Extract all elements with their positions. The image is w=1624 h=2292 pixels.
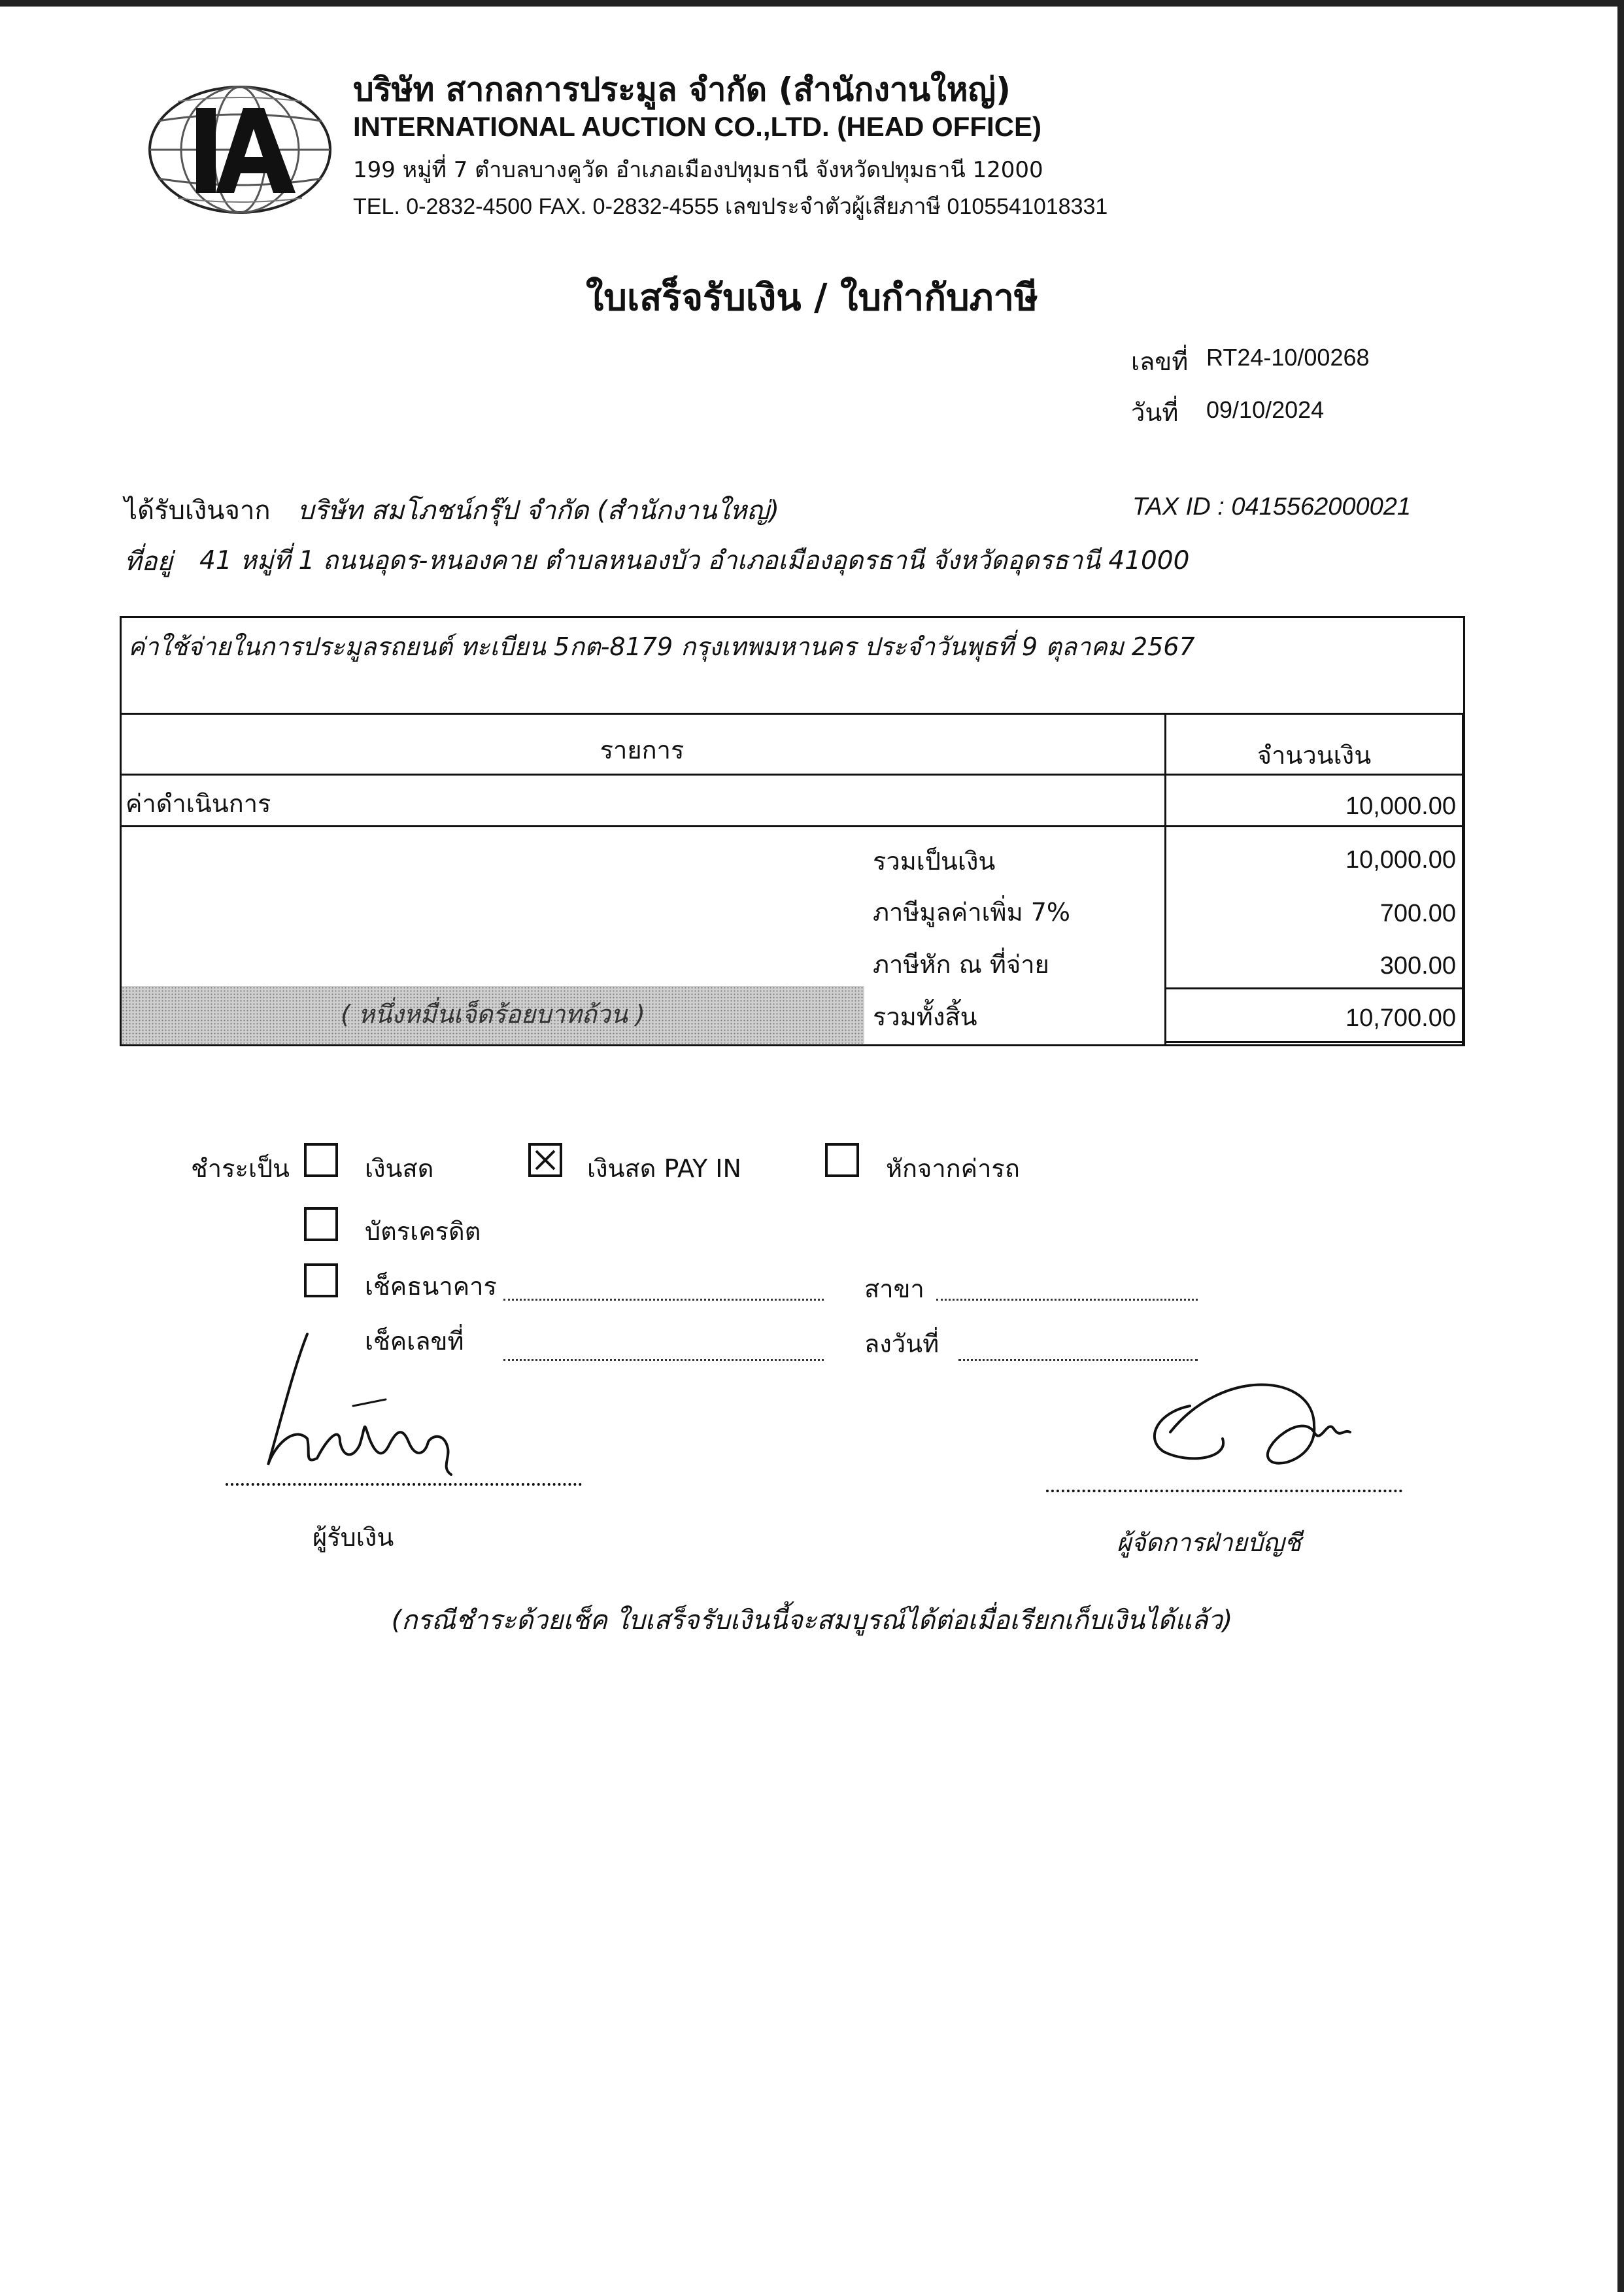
company-contact: TEL. 0-2832-4500 FAX. 0-2832-4555 เลขประจำตัวผู้เสียภาษี 0105541018331 [353, 194, 1108, 219]
cheque-number-label: เช็คเลขที่ [365, 1327, 464, 1356]
accounting-manager-label: ผู้จัดการฝ่ายบัญชี [1117, 1528, 1302, 1557]
receiver-label: ผู้รับเงิน [313, 1523, 394, 1552]
received-from-label: ได้รับเงินจาก [124, 496, 271, 526]
customer-address: 41 หมู่ที่ 1 ถนนอุดร-หนองคาย ตำบลหนองบัว อำเภอเมืองอุดรธานี จังหวัดอุดรธานี 41000 [199, 546, 1190, 575]
table-row-item: ค่าดำเนินการ [126, 789, 271, 818]
check-x-icon [531, 1146, 560, 1174]
cash-checkbox[interactable] [304, 1143, 338, 1177]
vat-amount: 700.00 [1379, 900, 1456, 927]
table-row-amount: 10,000.00 [1345, 793, 1456, 820]
column-header-item: รายการ [600, 736, 685, 764]
receipt-date-label: วันที่ [1131, 398, 1179, 427]
customer-name: บริษัท สมโภชน์กรุ๊ป จำกัด (สำนักงานใหญ่) [297, 496, 780, 526]
receipt-number-label: เลขที่ [1131, 347, 1189, 376]
branch-line[interactable] [936, 1299, 1198, 1301]
receipt-number: RT24-10/00268 [1206, 344, 1370, 371]
deduct-from-car-label: หักจากค่ารถ [886, 1154, 1020, 1183]
payment-method-label: ชำระเป็น [191, 1154, 290, 1183]
bank-cheque-checkbox[interactable] [304, 1263, 338, 1297]
company-logo [145, 82, 335, 218]
company-name-thai: บริษัท สากลการประมูล จำกัด (สำนักงานใหญ่) [353, 71, 1011, 109]
credit-card-checkbox[interactable] [304, 1207, 338, 1241]
company-name-english: INTERNATIONAL AUCTION CO.,LTD. (HEAD OFFICE) [353, 111, 1042, 142]
cash-label: เงินสด [365, 1154, 434, 1183]
credit-card-label: บัตรเครดิต [365, 1217, 481, 1246]
right-border [1617, 0, 1624, 2292]
receiver-signature [255, 1327, 471, 1484]
vat-label: ภาษีมูลค่าเพิ่ม 7% [873, 898, 1070, 927]
document-title: ใบเสร็จรับเงิน / ใบกำกับภาษี [586, 277, 1038, 319]
company-address: 199 หมู่ที่ 7 ตำบลบางคูวัด อำเภอเมืองปทุมธานี จังหวัดปทุมธานี 12000 [353, 157, 1043, 183]
cheque-date-line[interactable] [958, 1359, 1198, 1361]
customer-tax-id: TAX ID : 0415562000021 [1132, 493, 1412, 521]
cash-payin-checkbox[interactable] [528, 1143, 562, 1177]
top-border [0, 0, 1624, 7]
cheque-date-label: ลงวันที่ [864, 1329, 939, 1358]
manager-signature [1118, 1367, 1360, 1484]
bank-cheque-label: เช็คธนาคาร [365, 1272, 497, 1301]
items-table [120, 616, 1465, 1046]
withholding-tax-amount: 300.00 [1379, 952, 1456, 980]
grand-total-label: รวมทั้งสิ้น [873, 1002, 977, 1031]
receiver-signature-line [226, 1483, 582, 1486]
cash-payin-label: เงินสด PAY IN [587, 1154, 741, 1183]
customer-address-label: ที่อยู่ [124, 547, 173, 577]
cheque-number-line[interactable] [503, 1359, 824, 1361]
total-in-words: ( หนึ่งหมื่นเจ็ดร้อยบาทถ้วน ) [341, 1000, 645, 1029]
grand-total-amount: 10,700.00 [1345, 1004, 1456, 1032]
receipt-date: 09/10/2024 [1206, 396, 1325, 423]
subtotal-amount: 10,000.00 [1345, 846, 1456, 874]
table-description: ค่าใช้จ่ายในการประมูลรถยนต์ ทะเบียน 5กต-8179 กรุงเทพมหานคร ประจำวันพุธที่ 9 ตุลาคม 2567 [128, 632, 1195, 661]
manager-signature-line [1046, 1490, 1402, 1492]
branch-label: สาขา [864, 1274, 924, 1303]
withholding-tax-label: ภาษีหัก ณ ที่จ่าย [873, 950, 1049, 979]
subtotal-label: รวมเป็นเงิน [873, 847, 996, 876]
bank-cheque-line[interactable] [503, 1299, 824, 1301]
cheque-note: (กรณีชำระด้วยเช็ค ใบเสร็จรับเงินนี้จะสมบูรณ์ได้ต่อเมื่อเรียกเก็บเงินได้แล้ว) [391, 1605, 1233, 1635]
column-header-amount: จำนวนเงิน [1257, 741, 1372, 770]
deduct-from-car-checkbox[interactable] [825, 1143, 859, 1177]
